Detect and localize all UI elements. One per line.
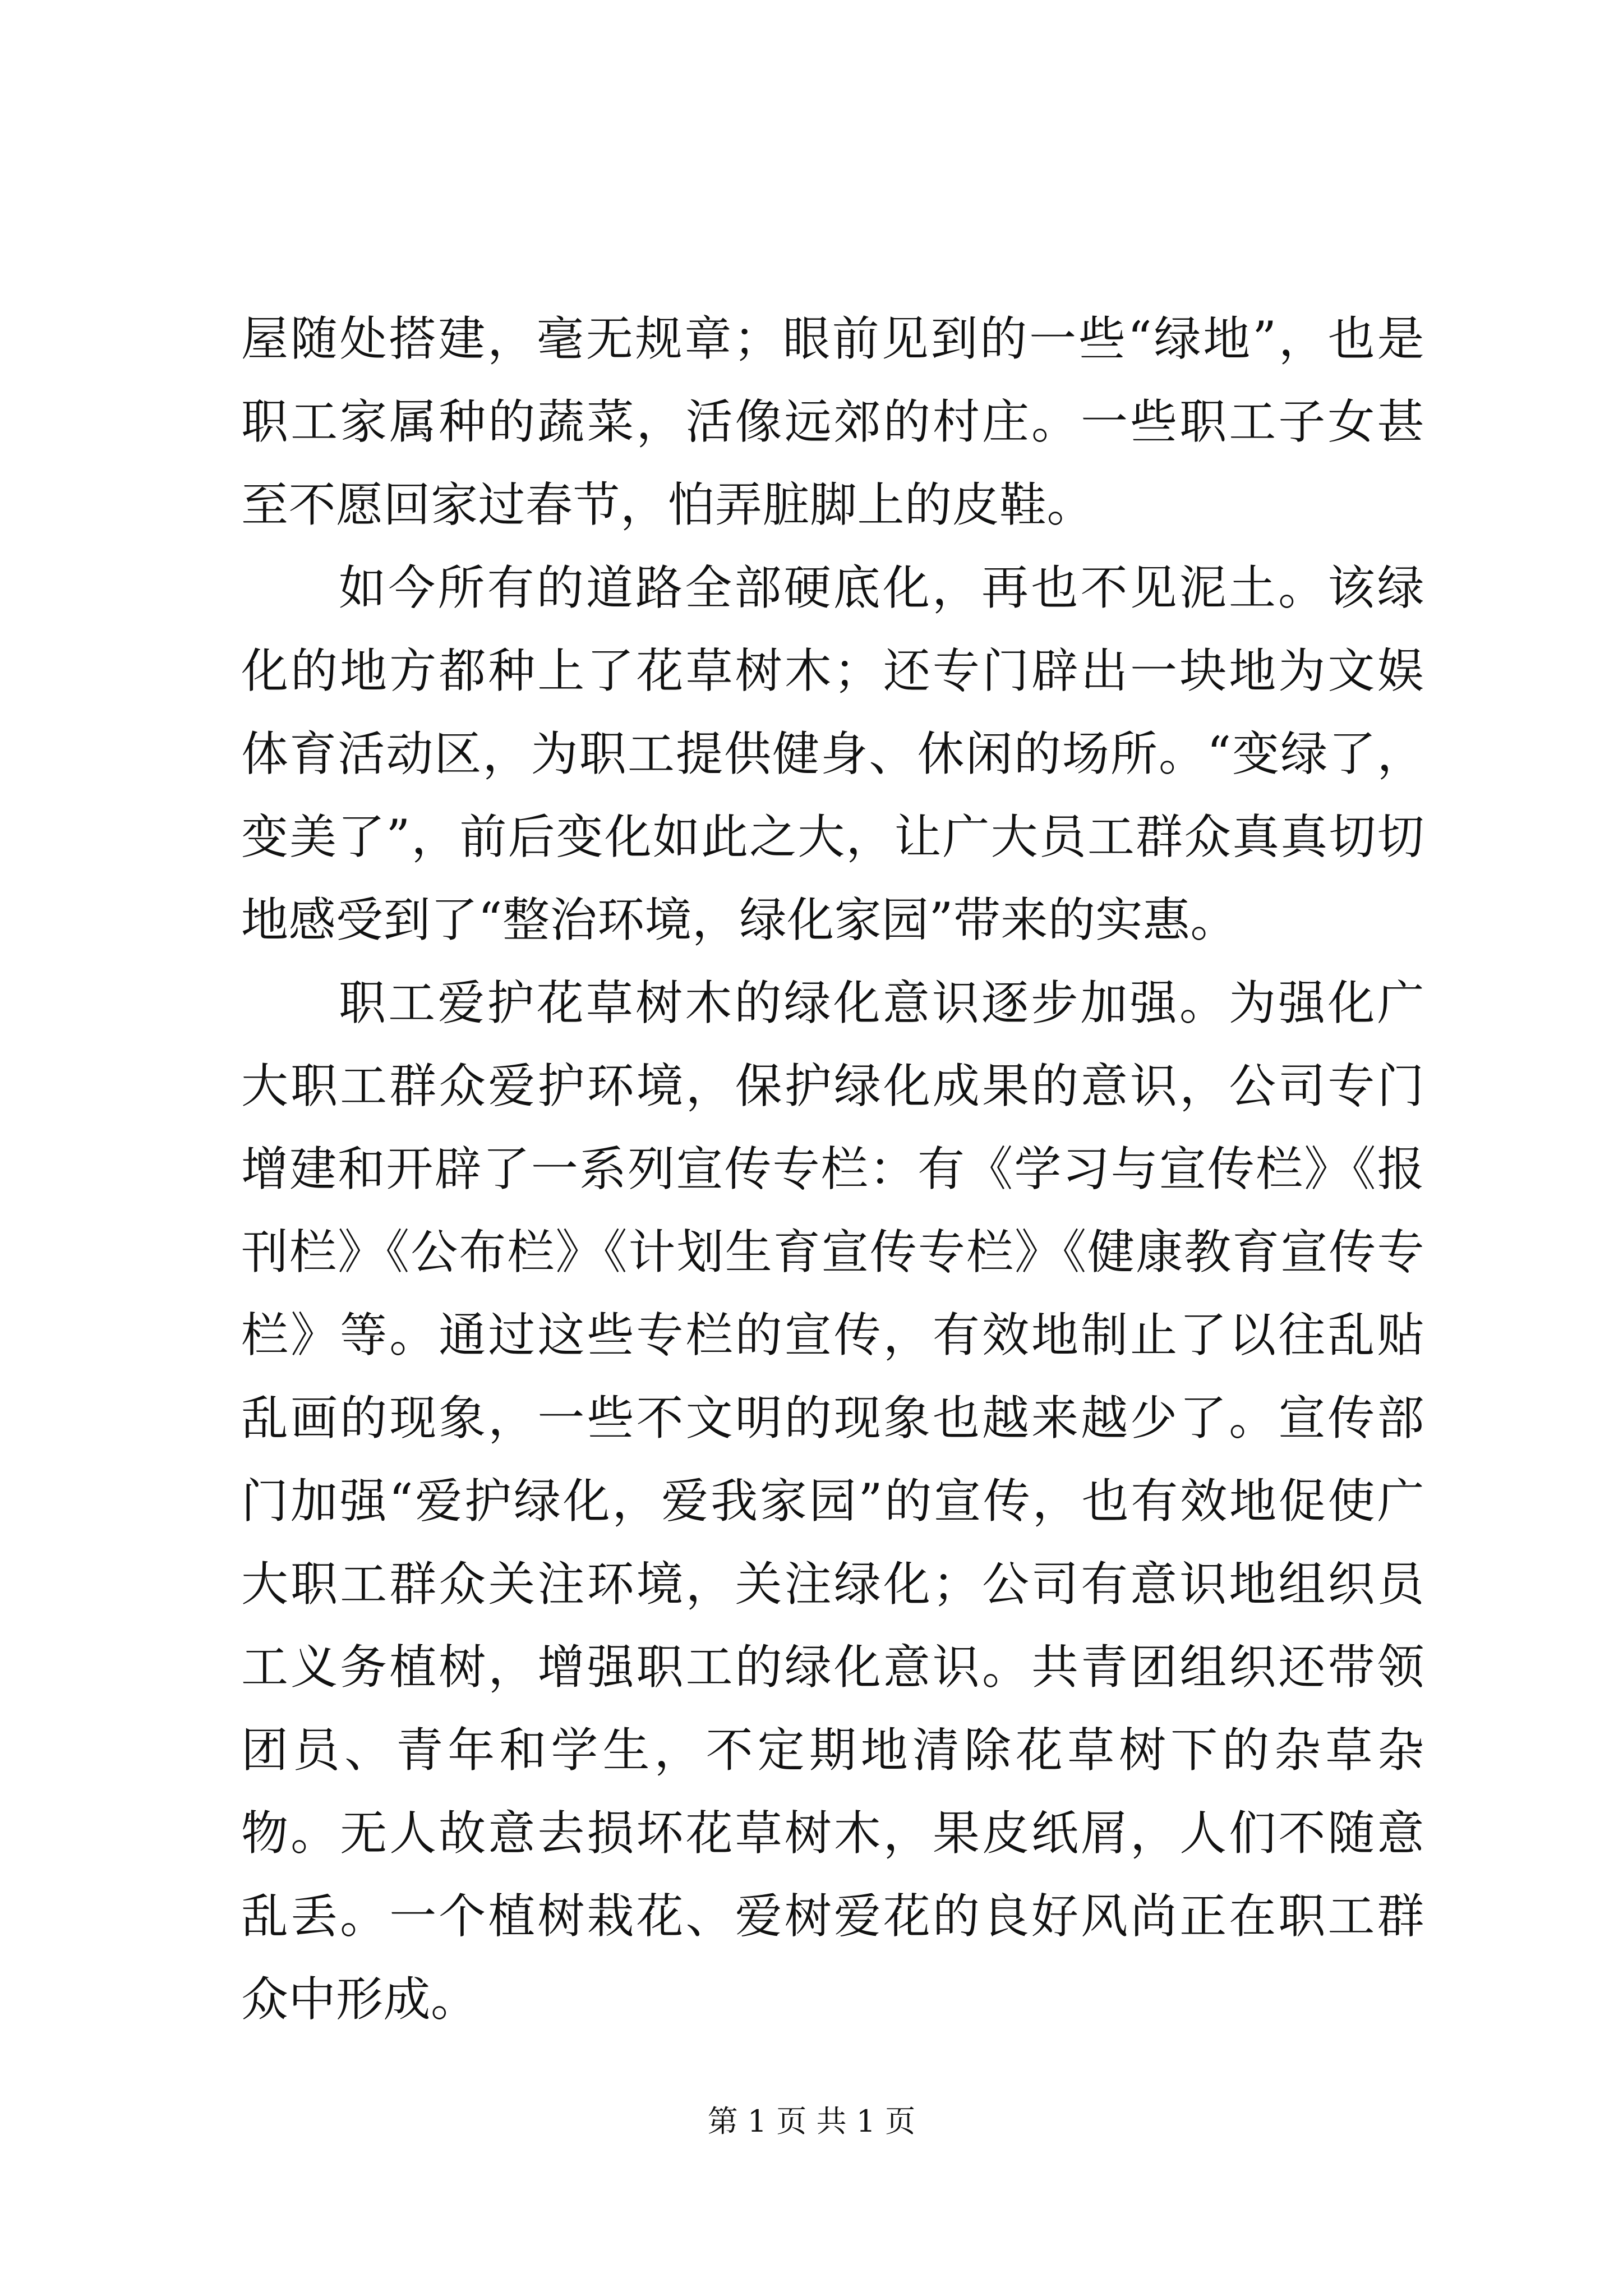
page-footer <box>0 2099 1623 2144</box>
document-body <box>241 297 1424 2041</box>
paragraph-3: 职工爱护花草树木的绿化意识逐步加强。为强化广大职工群众爱护环境，保护绿化成果的意识，公司专门增建和开辟了一系列宣传专栏：有《学习与宣传栏》《报刊栏》《公布栏》《计划生育宣传专栏》《健康教育宣传专栏》等。通过这些专栏的宣传，有效地制止了以往乱贴乱画的现象，一些不文明的现象也越来越少了。宣传部门加强“爱护绿化，爱我家园”的宣传，也有效地促使广大职工群众关注环境，关注绿化；公司有意识地组织员工义务植树，增强职工的绿化意识。共青团组织还带领团员、青年和学生，不定期地清除花草树下的杂草杂物。无人故意去损坏花草树木，果皮纸屑，人们不随意乱丢。一个植树栽花、爱树爱花的良好风尚正在职工群众中形成。 <box>241 976 1424 2027</box>
paragraph-1: 屋随处搭建，毫无规章；眼前见到的一些“绿地”，也是职工家属种的蔬菜，活像远郊的村庄。一些职工子女甚至不愿回家过春节，怕弄脏脚上的皮鞋。 <box>241 311 1424 532</box>
page-number-label: 第 1 页 共 1 页 <box>707 2104 916 2139</box>
paragraph-2: 如今所有的道路全部硬底化，再也不见泥土。该绿化的地方都种上了花草树木；还专门辟出一块地为文娱体育活动区，为职工提供健身、休闲的场所。“变绿了，变美了”，前后变化如此之大，让广大员工群众真真切切地感受到了“整治环境，绿化家园”带来的实惠。 <box>241 560 1424 947</box>
